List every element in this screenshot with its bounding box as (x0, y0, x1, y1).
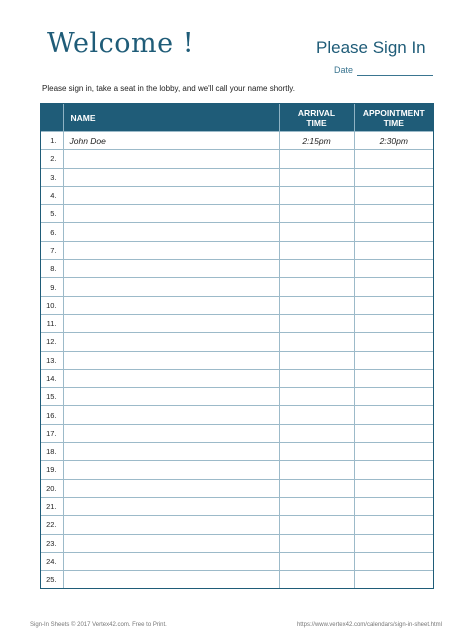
arrival-time-cell[interactable] (279, 534, 354, 552)
name-cell[interactable] (63, 223, 279, 241)
name-cell[interactable] (63, 461, 279, 479)
footer-copyright: Sign-In Sheets © 2017 Vertex42.com. Free to Print. (30, 622, 167, 628)
name-cell[interactable] (63, 278, 279, 296)
arrival-time-cell[interactable] (279, 333, 354, 351)
name-cell[interactable] (63, 205, 279, 223)
date-label: Date (334, 65, 354, 75)
table-row (41, 168, 433, 186)
name-cell[interactable] (63, 150, 279, 168)
sign-in-title: Please Sign In (316, 38, 426, 57)
arrival-header-line2: TIME (306, 117, 327, 128)
row-number: 21. (41, 497, 63, 515)
appointment-time-column-header (354, 104, 433, 132)
row-number: 7. (41, 241, 63, 259)
sign-in-table (40, 103, 434, 589)
row-number: 5. (41, 205, 63, 223)
appointment-time-cell[interactable] (354, 443, 433, 461)
table-row (41, 333, 433, 351)
name-cell[interactable] (63, 516, 279, 534)
name-cell[interactable] (63, 351, 279, 369)
number-column-header (41, 104, 63, 132)
row-number: 12. (41, 333, 63, 351)
row-number: 6. (41, 223, 63, 241)
appointment-time-cell[interactable] (354, 186, 433, 204)
table-row (41, 314, 433, 332)
name-cell[interactable] (63, 424, 279, 442)
appointment-time-cell[interactable] (354, 168, 433, 186)
name-cell[interactable] (63, 168, 279, 186)
appointment-header-line2: TIME (383, 117, 404, 128)
appointment-time-cell[interactable] (354, 260, 433, 278)
arrival-time-cell[interactable] (279, 406, 354, 424)
table-row (41, 479, 433, 497)
table-row (41, 296, 433, 314)
name-cell[interactable] (63, 406, 279, 424)
table-row (41, 186, 433, 204)
appointment-time-cell[interactable] (354, 296, 433, 314)
name-cell[interactable] (63, 369, 279, 387)
arrival-time-column-header (279, 104, 354, 132)
arrival-time-cell[interactable] (279, 186, 354, 204)
name-cell[interactable] (63, 333, 279, 351)
arrival-time-cell[interactable] (279, 461, 354, 479)
row-number: 4. (41, 186, 63, 204)
arrival-time-cell[interactable] (279, 278, 354, 296)
row-number: 13. (41, 351, 63, 369)
name-cell[interactable] (63, 443, 279, 461)
table-row (41, 406, 433, 424)
row-number: 20. (41, 479, 63, 497)
table-row (41, 205, 433, 223)
table-row (41, 150, 433, 168)
row-number: 10. (41, 296, 63, 314)
name-cell[interactable] (63, 314, 279, 332)
appointment-time-cell[interactable] (354, 424, 433, 442)
row-number: 19. (41, 461, 63, 479)
table-row (41, 278, 433, 296)
table-row (41, 241, 433, 259)
instructions-text: Please sign in, take a seat in the lobby, and we'll call your name shortly. (42, 84, 295, 93)
arrival-time-cell[interactable] (279, 443, 354, 461)
appointment-time-cell[interactable] (354, 241, 433, 259)
appointment-time-cell[interactable] (354, 552, 433, 570)
row-number: 22. (41, 516, 63, 534)
arrival-header-line1: ARRIVAL (297, 107, 336, 118)
table-row (41, 132, 433, 150)
row-number: 9. (41, 278, 63, 296)
appointment-time-cell[interactable] (354, 278, 433, 296)
appointment-time-cell[interactable] (354, 223, 433, 241)
appointment-time-cell[interactable] (354, 369, 433, 387)
table-row (41, 552, 433, 570)
row-number: 16. (41, 406, 63, 424)
name-cell[interactable] (63, 497, 279, 515)
appointment-time-cell[interactable] (354, 388, 433, 406)
arrival-time-cell[interactable] (279, 241, 354, 259)
row-number: 25. (41, 571, 63, 589)
footer-url[interactable]: https://www.vertex42.com/calendars/sign-in-sheet.html (296, 622, 442, 628)
name-cell[interactable] (63, 388, 279, 406)
name-cell[interactable] (63, 186, 279, 204)
table-row (41, 424, 433, 442)
row-number: 3. (41, 168, 63, 186)
row-number: 18. (41, 443, 63, 461)
arrival-time-cell[interactable] (279, 516, 354, 534)
name-cell[interactable] (63, 296, 279, 314)
appointment-time-cell[interactable] (354, 314, 433, 332)
welcome-title: Welcome ! (47, 28, 195, 59)
row-number: 17. (41, 424, 63, 442)
appointment-time-cell[interactable] (354, 351, 433, 369)
appointment-time-cell[interactable] (354, 205, 433, 223)
row-number: 23. (41, 534, 63, 552)
arrival-time-cell[interactable] (279, 479, 354, 497)
arrival-time-cell[interactable] (279, 351, 354, 369)
name-cell[interactable]: John Doe (63, 132, 279, 150)
name-cell[interactable] (63, 534, 279, 552)
table-row (41, 351, 433, 369)
appointment-time-cell[interactable] (354, 406, 433, 424)
table-header-row (41, 104, 433, 132)
row-number: 8. (41, 260, 63, 278)
arrival-time-cell[interactable] (279, 296, 354, 314)
table-row (41, 260, 433, 278)
arrival-time-cell[interactable] (279, 571, 354, 589)
table-row (41, 497, 433, 515)
name-cell[interactable] (63, 552, 279, 570)
appointment-time-cell[interactable] (354, 516, 433, 534)
appointment-time-cell[interactable] (354, 497, 433, 515)
name-cell[interactable] (63, 260, 279, 278)
table-row (41, 369, 433, 387)
row-number: 14. (41, 369, 63, 387)
arrival-time-cell[interactable] (279, 260, 354, 278)
appointment-time-cell[interactable] (354, 534, 433, 552)
name-column-header: NAME (63, 104, 279, 132)
arrival-time-cell[interactable] (279, 223, 354, 241)
date-field-line[interactable] (357, 75, 433, 76)
name-cell[interactable] (63, 241, 279, 259)
row-number: 2. (41, 150, 63, 168)
appointment-time-cell[interactable] (354, 150, 433, 168)
arrival-time-cell[interactable] (279, 150, 354, 168)
table-row (41, 443, 433, 461)
appointment-time-cell[interactable] (354, 479, 433, 497)
row-number: 15. (41, 388, 63, 406)
appointment-time-cell[interactable] (354, 571, 433, 589)
arrival-time-cell[interactable]: 2:15pm (279, 132, 354, 150)
name-cell[interactable] (63, 479, 279, 497)
table-row (41, 223, 433, 241)
table-row (41, 461, 433, 479)
appointment-time-cell[interactable] (354, 333, 433, 351)
table-row (41, 534, 433, 552)
table-row (41, 388, 433, 406)
arrival-time-cell[interactable] (279, 314, 354, 332)
row-number: 24. (41, 552, 63, 570)
appointment-header-line1: APPOINTMENT (362, 107, 425, 118)
appointment-time-cell[interactable] (354, 461, 433, 479)
arrival-time-cell[interactable] (279, 168, 354, 186)
arrival-time-cell[interactable] (279, 369, 354, 387)
arrival-time-cell[interactable] (279, 205, 354, 223)
arrival-time-cell[interactable] (279, 552, 354, 570)
row-number: 11. (41, 314, 63, 332)
arrival-time-cell[interactable] (279, 497, 354, 515)
name-cell[interactable] (63, 571, 279, 589)
table-row (41, 571, 433, 589)
appointment-time-cell[interactable]: 2:30pm (354, 132, 433, 150)
arrival-time-cell[interactable] (279, 424, 354, 442)
arrival-time-cell[interactable] (279, 388, 354, 406)
table-row (41, 516, 433, 534)
row-number: 1. (41, 132, 63, 150)
